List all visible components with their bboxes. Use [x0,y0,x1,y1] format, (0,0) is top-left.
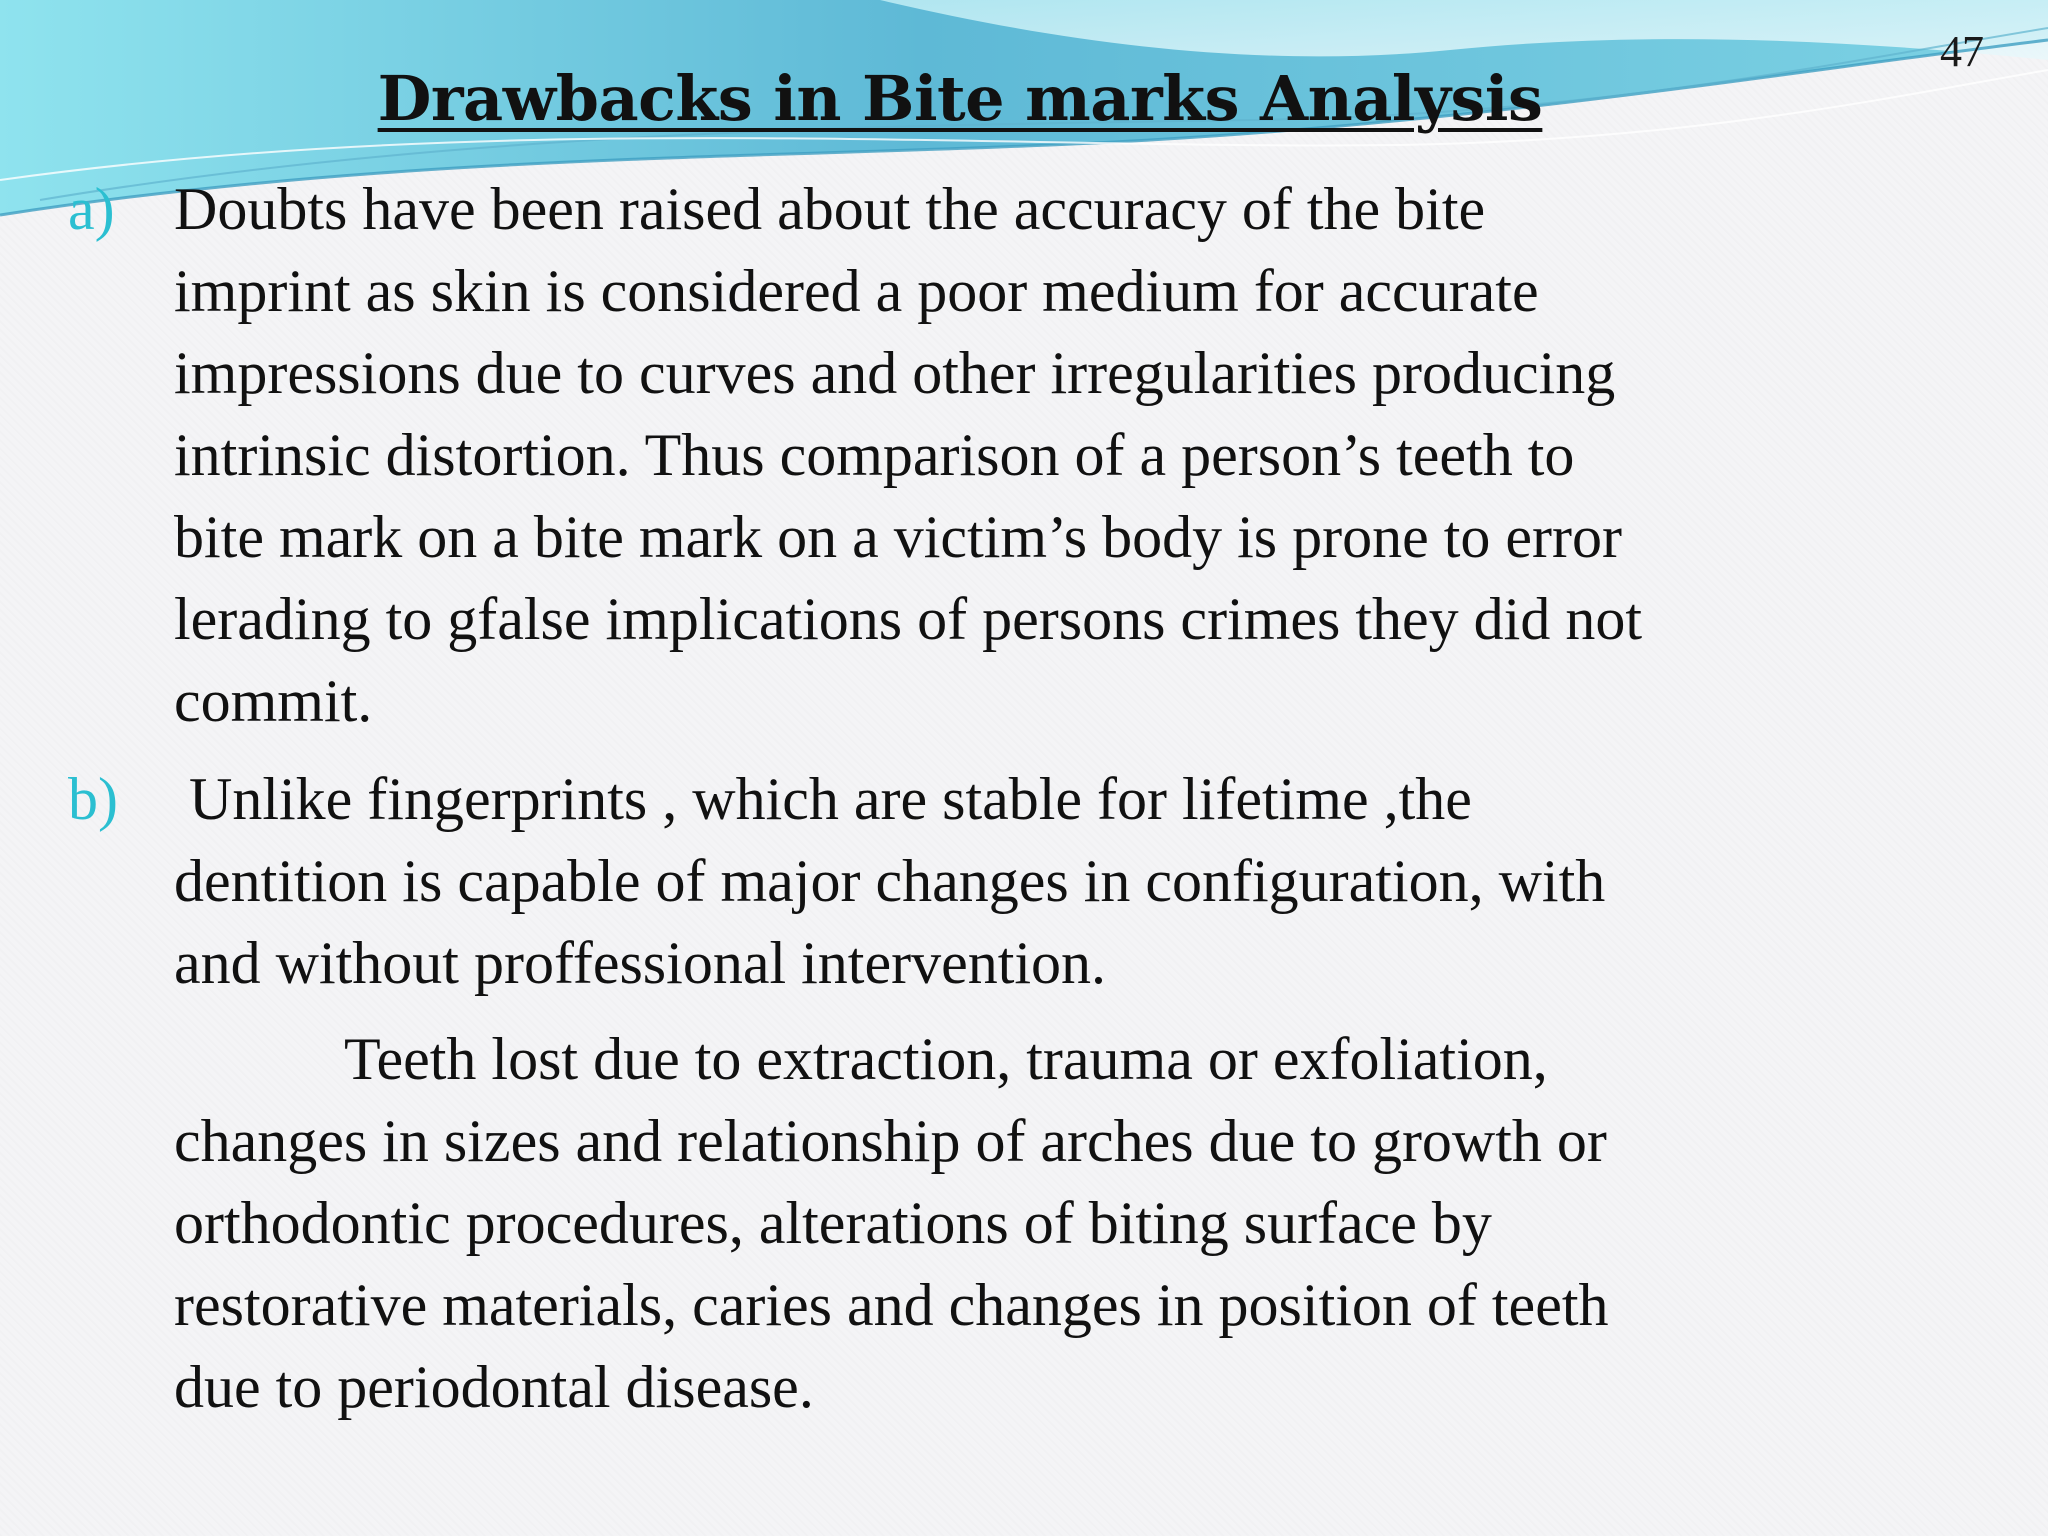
page-number: 47 [1940,27,1984,76]
text-line: Unlike fingerprints , which are stable for lifetime ,the [174,766,1472,832]
continuation-paragraph [174,1018,1974,1428]
text-line: impressions due to curves and other irregularities producing [174,340,1616,406]
text-line: bite mark on a bite mark on a victim’s body is prone to error [174,504,1622,570]
text-line: orthodontic procedures, alterations of biting surface by [174,1190,1492,1256]
text-line: and without proffessional intervention. [174,930,1107,996]
text-line: lerading to gfalse implications of persons crimes they did not [174,586,1643,652]
list-marker-b: b) [68,766,118,832]
list-text-b [174,758,1974,1004]
text-line: Doubts have been raised about the accuracy of the bite [174,176,1486,242]
text-line: dentition is capable of major changes in configuration, with [174,848,1606,914]
slide-title: Drawbacks in Bite marks Analysis [377,62,1543,135]
text-line: intrinsic distortion. Thus comparison of a person’s teeth to [174,422,1575,488]
text-line: imprint as skin is considered a poor medium for accurate [174,258,1539,324]
text-line: Teeth lost due to extraction, trauma or exfoliation, [344,1026,1548,1092]
list-marker-a: a) [68,176,115,242]
text-line: commit. [174,668,373,734]
text-line: due to periodontal disease. [174,1354,814,1420]
text-line: restorative materials, caries and changes in position of teeth [174,1272,1609,1338]
list-text-a [174,168,1974,742]
text-line: changes in sizes and relationship of arches due to growth or [174,1108,1607,1174]
